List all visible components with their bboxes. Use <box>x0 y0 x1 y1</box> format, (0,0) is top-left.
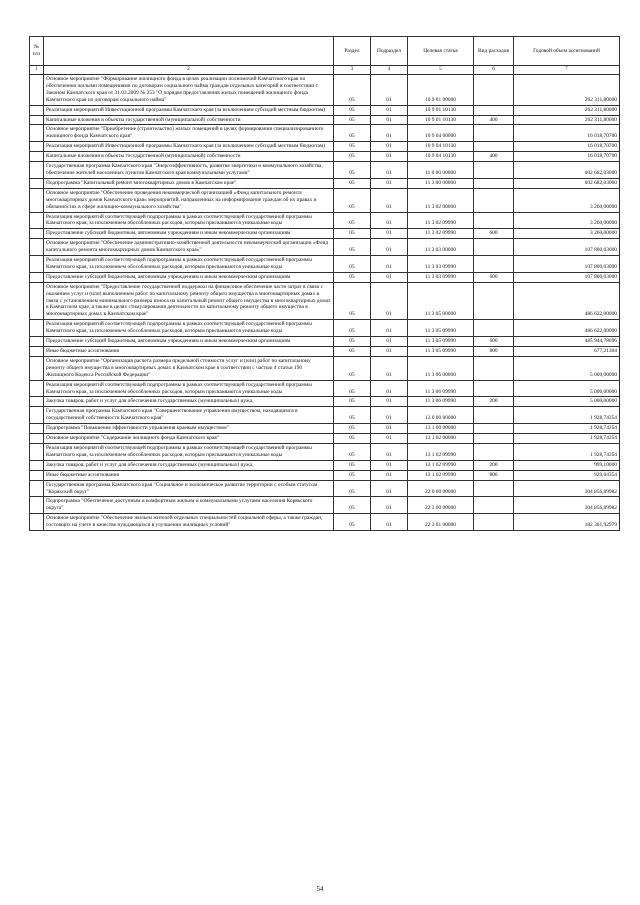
row-target-article-cell: 22 3 01 00000 <box>408 514 474 531</box>
row-number-cell <box>30 162 44 179</box>
row-target-article-cell: 10 9 04 00000 <box>408 125 474 142</box>
row-podrazdel-cell: 01 <box>371 434 408 444</box>
table-row <box>30 443 620 460</box>
row-target-article-cell: 13 1 02 09990 <box>408 470 474 480</box>
row-expense-type-cell <box>474 282 514 320</box>
row-number-cell <box>30 497 44 514</box>
row-podrazdel-cell: 01 <box>371 470 408 480</box>
row-razdel-cell: 05 <box>334 178 371 188</box>
table-row <box>30 272 620 282</box>
table-row <box>30 152 620 162</box>
row-expense-type-cell: 800 <box>474 470 514 480</box>
row-podrazdel-cell: 01 <box>371 256 408 273</box>
row-expense-type-cell <box>474 75 514 106</box>
row-target-article-cell: 11 3 03 09990 <box>408 272 474 282</box>
row-sum-cell: 3 260,00000 <box>514 229 620 239</box>
row-name-cell: Подпрограмма "Обеспечение доступным и комфортным жильем и коммунальными услугами населения Корякского округа" <box>44 497 334 514</box>
table-row <box>30 397 620 407</box>
row-podrazdel-cell: 01 <box>371 178 408 188</box>
row-name-cell: Реализация мероприятий Инвестиционной программы Камчатского края (за исключением субсидий местным бюджетам) <box>44 142 334 152</box>
table-row <box>30 380 620 397</box>
row-expense-type-cell <box>474 256 514 273</box>
row-razdel-cell: 05 <box>334 152 371 162</box>
row-target-article-cell: 13 1 00 00000 <box>408 424 474 434</box>
row-name-cell: Государственная программа Камчатского края "Социальное и экономическое развитие территории с особым статусом "Корякский округ" <box>44 480 334 497</box>
table-row <box>30 188 620 212</box>
row-target-article-cell: 22 3 00 00000 <box>408 497 474 514</box>
row-number-cell <box>30 152 44 162</box>
row-name-cell: Реализация мероприятий Инвестиционной программы Камчатского края (за исключением субсидий местным бюджетам) <box>44 105 334 115</box>
row-target-article-cell: 11 3 06 00000 <box>408 356 474 380</box>
row-number-cell <box>30 460 44 470</box>
row-name-cell: Основное мероприятие "Приобретение (строительство) жилых помещений в целях формирования специализированного жилищного фонда Камчатского края" <box>44 125 334 142</box>
row-expense-type-cell: 200 <box>474 397 514 407</box>
row-expense-type-cell <box>474 424 514 434</box>
row-expense-type-cell: 600 <box>474 229 514 239</box>
row-number-cell <box>30 75 44 106</box>
row-expense-type-cell <box>474 356 514 380</box>
row-sum-cell: 262 311,80000 <box>514 115 620 125</box>
row-sum-cell: 485 944,78696 <box>514 337 620 347</box>
row-number-cell <box>30 188 44 212</box>
budget-table <box>29 36 620 531</box>
row-expense-type-cell <box>474 480 514 497</box>
row-expense-type-cell <box>474 514 514 531</box>
row-expense-type-cell <box>474 497 514 514</box>
row-target-article-cell: 13 1 02 00000 <box>408 434 474 444</box>
row-number-cell <box>30 282 44 320</box>
table-row <box>30 282 620 320</box>
row-podrazdel-cell: 01 <box>371 239 408 256</box>
row-sum-cell: 107 800,03000 <box>514 239 620 256</box>
row-number-cell <box>30 470 44 480</box>
row-number-cell <box>30 434 44 444</box>
row-name-cell: Закупка товаров, работ и услуг для обеспечения государственных (муниципальных) нужд <box>44 397 334 407</box>
row-razdel-cell: 05 <box>334 514 371 531</box>
row-target-article-cell: 11 3 03 00000 <box>408 239 474 256</box>
row-target-article-cell: 11 3 06 09990 <box>408 380 474 397</box>
row-sum-cell: 262 311,80000 <box>514 75 620 106</box>
row-podrazdel-cell: 01 <box>371 142 408 152</box>
table-row <box>30 256 620 273</box>
row-sum-cell: 16 018,70700 <box>514 152 620 162</box>
row-number-cell <box>30 105 44 115</box>
row-sum-cell: 486 622,00000 <box>514 282 620 320</box>
row-number-cell <box>30 424 44 434</box>
row-razdel-cell: 05 <box>334 407 371 424</box>
col-num-7: 7 <box>514 66 620 75</box>
row-number-cell <box>30 347 44 357</box>
row-expense-type-cell <box>474 188 514 212</box>
row-number-cell <box>30 229 44 239</box>
row-expense-type-cell: 600 <box>474 337 514 347</box>
header-expense-type: Вид расходов <box>474 37 514 66</box>
row-name-cell: Предоставление субсидий бюджетным, автономным учреждениям и иным некоммерческим организациям <box>44 272 334 282</box>
header-name <box>44 37 334 66</box>
row-target-article-cell: 11 3 05 09990 <box>408 320 474 337</box>
row-sum-cell: 1 928,74354 <box>514 407 620 424</box>
table-row <box>30 320 620 337</box>
row-podrazdel-cell: 01 <box>371 188 408 212</box>
table-row <box>30 460 620 470</box>
row-expense-type-cell <box>474 443 514 460</box>
table-row <box>30 178 620 188</box>
row-name-cell: Подпрограмма "Повышение эффективности управления краевым имуществом" <box>44 424 334 434</box>
row-podrazdel-cell: 01 <box>371 480 408 497</box>
row-expense-type-cell: 800 <box>474 347 514 357</box>
table-row <box>30 356 620 380</box>
row-target-article-cell: 11 3 05 00000 <box>408 282 474 320</box>
row-podrazdel-cell: 01 <box>371 424 408 434</box>
row-razdel-cell: 05 <box>334 380 371 397</box>
row-name-cell: Капитальные вложения в объекты государственной (муниципальной) собственности <box>44 115 334 125</box>
row-razdel-cell: 05 <box>334 424 371 434</box>
row-name-cell: Основное мероприятие "Предоставление государственной поддержки на финансовое обеспечение части затрат в связи с оказанием услуг и (или) выполнением работ по капитальному ремонту общего имущества в многоквартирных домах в связи с установлением минимального размера взноса на капитальный ремонт общего имущества в многоквартирных домах в Камчатском крае, а также в целях стимулирования деятельности по капитальному ремонту общего имущества в многоквартирных домах в Камчатском крае" <box>44 282 334 320</box>
row-target-article-cell: 11 3 00 00000 <box>408 178 474 188</box>
row-number-cell <box>30 480 44 497</box>
row-name-cell: Иные бюджетные ассигнования <box>44 470 334 480</box>
row-target-article-cell: 11 3 03 09990 <box>408 256 474 273</box>
row-number-cell <box>30 443 44 460</box>
row-name-cell: Государственная программа Камчатского края "Энергоэффективность, развитие энергетики и коммунального хозяйства, обеспечение жителей населенных пунктов Камчатского края коммунальными услугами" <box>44 162 334 179</box>
row-expense-type-cell <box>474 407 514 424</box>
row-podrazdel-cell: 01 <box>371 125 408 142</box>
row-podrazdel-cell: 01 <box>371 497 408 514</box>
row-sum-cell: 304 856,89982 <box>514 497 620 514</box>
row-number-cell <box>30 407 44 424</box>
row-name-cell: Основное мероприятие "Содержание жилищного фонда Камчатского края" <box>44 434 334 444</box>
table-row <box>30 514 620 531</box>
row-expense-type-cell: 400 <box>474 152 514 162</box>
row-razdel-cell: 05 <box>334 239 371 256</box>
col-num-2: 2 <box>44 66 334 75</box>
row-sum-cell: 5 000,00000 <box>514 380 620 397</box>
row-name-cell: Основное мероприятие "Обеспечение проведения некоммерческой организацией «Фонд капитального ремонта многоквартирных домов Камчатского края» мероприятий, направленных на информирование граждан об их правах и обязанностях в сфере жилищно-коммунального хозяйства" <box>44 188 334 212</box>
table-row <box>30 337 620 347</box>
header-number: № п/п <box>30 37 44 66</box>
row-sum-cell: 304 856,89982 <box>514 480 620 497</box>
page-number: 54 <box>316 885 324 893</box>
row-razdel-cell: 05 <box>334 460 371 470</box>
table-row <box>30 212 620 229</box>
row-target-article-cell: 11 3 02 09990 <box>408 212 474 229</box>
row-podrazdel-cell: 01 <box>371 272 408 282</box>
row-podrazdel-cell: 01 <box>371 212 408 229</box>
row-podrazdel-cell: 01 <box>371 356 408 380</box>
row-razdel-cell: 05 <box>334 320 371 337</box>
row-expense-type-cell <box>474 142 514 152</box>
row-target-article-cell: 10 9 01 00000 <box>408 75 474 106</box>
row-podrazdel-cell: 01 <box>371 460 408 470</box>
row-razdel-cell: 05 <box>334 115 371 125</box>
row-target-article-cell: 10 9 04 10130 <box>408 152 474 162</box>
row-name-cell: Иные бюджетные ассигнования <box>44 347 334 357</box>
row-razdel-cell: 05 <box>334 142 371 152</box>
row-number-cell <box>30 514 44 531</box>
row-razdel-cell: 05 <box>334 75 371 106</box>
row-target-article-cell: 13 1 02 09990 <box>408 443 474 460</box>
row-expense-type-cell: 400 <box>474 115 514 125</box>
row-razdel-cell: 05 <box>334 434 371 444</box>
row-target-article-cell: 10 9 04 10130 <box>408 142 474 152</box>
table-row <box>30 105 620 115</box>
row-number-cell <box>30 337 44 347</box>
col-num-1: 1 <box>30 66 44 75</box>
row-razdel-cell: 05 <box>334 212 371 229</box>
row-sum-cell: 999,10000 <box>514 460 620 470</box>
row-razdel-cell: 05 <box>334 272 371 282</box>
row-number-cell <box>30 115 44 125</box>
row-podrazdel-cell: 01 <box>371 152 408 162</box>
row-name-cell: Основное мероприятие "Обеспечение административно-хозяйственной деятельности некоммерческой организации «Фонд капитального ремонта многоквартирных домов Камчатского края»" <box>44 239 334 256</box>
row-sum-cell: 16 018,70700 <box>514 125 620 142</box>
row-number-cell <box>30 356 44 380</box>
table-row <box>30 229 620 239</box>
row-target-article-cell: 13 1 02 09990 <box>408 460 474 470</box>
row-sum-cell: 5 000,00000 <box>514 356 620 380</box>
row-expense-type-cell: 200 <box>474 460 514 470</box>
row-razdel-cell: 05 <box>334 470 371 480</box>
row-podrazdel-cell: 01 <box>371 75 408 106</box>
row-razdel-cell: 05 <box>334 125 371 142</box>
row-number-cell <box>30 397 44 407</box>
row-podrazdel-cell: 01 <box>371 397 408 407</box>
row-razdel-cell: 05 <box>334 480 371 497</box>
row-sum-cell: 5 000,00000 <box>514 397 620 407</box>
row-expense-type-cell <box>474 239 514 256</box>
row-number-cell <box>30 142 44 152</box>
table-row <box>30 75 620 106</box>
row-podrazdel-cell: 01 <box>371 407 408 424</box>
row-name-cell: Предоставление субсидий бюджетным, автономным учреждениям и иным некоммерческим организациям <box>44 337 334 347</box>
table-row <box>30 142 620 152</box>
table-row <box>30 470 620 480</box>
table-row <box>30 497 620 514</box>
row-razdel-cell: 05 <box>334 188 371 212</box>
col-num-4: 4 <box>371 66 408 75</box>
row-target-article-cell: 11 3 06 09990 <box>408 397 474 407</box>
row-sum-cell: 929,64354 <box>514 470 620 480</box>
row-expense-type-cell <box>474 380 514 397</box>
row-number-cell <box>30 272 44 282</box>
row-number-cell <box>30 380 44 397</box>
row-sum-cell: 1 928,74354 <box>514 424 620 434</box>
table-row <box>30 407 620 424</box>
row-expense-type-cell <box>474 125 514 142</box>
row-target-article-cell: 10 9 01 10130 <box>408 105 474 115</box>
table-row <box>30 347 620 357</box>
header-target-article: Целевая статья <box>408 37 474 66</box>
row-sum-cell: 182 361,92979 <box>514 514 620 531</box>
row-razdel-cell: 05 <box>334 443 371 460</box>
row-expense-type-cell <box>474 162 514 179</box>
row-name-cell: Реализация мероприятий соответствующей подпрограммы в рамках соответствующей государственной программы Камчатского края, за исключением обособленных расходов, которым присваиваются уникальные коды <box>44 443 334 460</box>
row-target-article-cell: 11 3 02 09990 <box>408 229 474 239</box>
table-body <box>30 75 620 531</box>
row-sum-cell: 1 928,74354 <box>514 434 620 444</box>
row-name-cell: Закупка товаров, работ и услуг для обеспечения государственных (муниципальных) нужд <box>44 460 334 470</box>
row-podrazdel-cell: 01 <box>371 443 408 460</box>
row-razdel-cell: 05 <box>334 497 371 514</box>
row-name-cell: Реализация мероприятий соответствующей подпрограммы в рамках соответствующей государственной программы Камчатского края, за исключением обособленных расходов, которым присваиваются уникальные коды <box>44 320 334 337</box>
row-razdel-cell: 05 <box>334 256 371 273</box>
row-podrazdel-cell: 01 <box>371 229 408 239</box>
row-sum-cell: 1 928,74354 <box>514 443 620 460</box>
table-row <box>30 434 620 444</box>
row-razdel-cell: 05 <box>334 397 371 407</box>
row-sum-cell: 602 682,03000 <box>514 178 620 188</box>
row-name-cell: Реализация мероприятий соответствующей подпрограммы в рамках соответствующей государственной программы Камчатского края, за исключением обособленных расходов, которым присваиваются уникальные коды <box>44 380 334 397</box>
row-podrazdel-cell: 01 <box>371 105 408 115</box>
row-expense-type-cell <box>474 212 514 229</box>
row-name-cell: Основное мероприятие "Формирование жилищного фонда в целях реализации полномочий Камчатского края по обеспечению жилыми помещениями по договорам социального найма граждан отдельных категорий в соответствии с Законом Камчатского края от 31.03.2009 № 253 "О порядке предоставления жилых помещений жилищного фонда Камчатского края по договорам социального найма" <box>44 75 334 106</box>
row-number-cell <box>30 125 44 142</box>
row-number-cell <box>30 320 44 337</box>
row-sum-cell: 16 018,70700 <box>514 142 620 152</box>
row-number-cell <box>30 256 44 273</box>
row-sum-cell: 3 260,00000 <box>514 212 620 229</box>
row-podrazdel-cell: 01 <box>371 347 408 357</box>
row-podrazdel-cell: 01 <box>371 162 408 179</box>
row-razdel-cell: 05 <box>334 337 371 347</box>
col-num-5: 5 <box>408 66 474 75</box>
row-name-cell: Предоставление субсидий бюджетным, автономным учреждениям и иным некоммерческим организациям <box>44 229 334 239</box>
row-target-article-cell: 11 0 00 00000 <box>408 162 474 179</box>
col-num-6: 6 <box>474 66 514 75</box>
row-podrazdel-cell: 01 <box>371 514 408 531</box>
row-sum-cell: 107 800,03000 <box>514 256 620 273</box>
row-name-cell: Основное мероприятие "Обеспечение жильем жителей отдельных специальностей социальной сферы, а также граждан, состоящих на учете в качестве нуждающихся в улучшении жилищных условий" <box>44 514 334 531</box>
header-annual-volume: Годовой объем ассигнований <box>514 37 620 66</box>
row-expense-type-cell: 600 <box>474 272 514 282</box>
row-sum-cell: 602 682,03000 <box>514 162 620 179</box>
table-row <box>30 125 620 142</box>
row-number-cell <box>30 212 44 229</box>
row-expense-type-cell <box>474 178 514 188</box>
header-row <box>30 37 620 66</box>
row-sum-cell: 677,21304 <box>514 347 620 357</box>
row-podrazdel-cell: 01 <box>371 380 408 397</box>
row-sum-cell: 3 260,00000 <box>514 188 620 212</box>
row-target-article-cell: 22 0 00 00000 <box>408 480 474 497</box>
row-number-cell <box>30 239 44 256</box>
row-sum-cell: 262 311,80000 <box>514 105 620 115</box>
row-name-cell: Государственная программа Камчатского края "Совершенствование управления имуществом, находящимся в государственной собственности Камчатского края" <box>44 407 334 424</box>
row-expense-type-cell <box>474 105 514 115</box>
row-razdel-cell: 05 <box>334 356 371 380</box>
row-podrazdel-cell: 01 <box>371 115 408 125</box>
row-expense-type-cell <box>474 434 514 444</box>
row-name-cell: Реализация мероприятий соответствующей подпрограммы в рамках соответствующей государственной программы Камчатского края, за исключением обособленных расходов, которым присваиваются уникальные коды <box>44 212 334 229</box>
row-expense-type-cell <box>474 320 514 337</box>
row-name-cell: Подпрограмма "Капитальный ремонт многоквартирных домов в Камчатском крае" <box>44 178 334 188</box>
table-row <box>30 162 620 179</box>
row-target-article-cell: 10 9 01 10130 <box>408 115 474 125</box>
column-number-row <box>30 66 620 75</box>
row-name-cell: Реализация мероприятий соответствующей подпрограммы в рамках соответствующей государственной программы Камчатского края, за исключением обособленных расходов, которым присваиваются уникальные коды <box>44 256 334 273</box>
row-target-article-cell: 11 3 02 00000 <box>408 188 474 212</box>
row-target-article-cell: 11 3 05 09990 <box>408 347 474 357</box>
table-row <box>30 424 620 434</box>
row-target-article-cell: 11 3 05 09990 <box>408 337 474 347</box>
row-target-article-cell: 13 0 00 00000 <box>408 407 474 424</box>
row-number-cell <box>30 178 44 188</box>
row-razdel-cell: 05 <box>334 282 371 320</box>
row-razdel-cell: 05 <box>334 347 371 357</box>
row-podrazdel-cell: 01 <box>371 282 408 320</box>
header-razdel: Раздел <box>334 37 371 66</box>
row-razdel-cell: 05 <box>334 105 371 115</box>
header-podrazdel: Подраздел <box>371 37 408 66</box>
row-razdel-cell: 05 <box>334 229 371 239</box>
row-razdel-cell: 05 <box>334 162 371 179</box>
row-sum-cell: 486 622,00000 <box>514 320 620 337</box>
table-row <box>30 239 620 256</box>
row-sum-cell: 107 800,03000 <box>514 272 620 282</box>
row-podrazdel-cell: 01 <box>371 337 408 347</box>
table-row <box>30 115 620 125</box>
row-name-cell: Капитальные вложения в объекты государственной (муниципальной) собственности <box>44 152 334 162</box>
col-num-3: 3 <box>334 66 371 75</box>
row-name-cell: Основное мероприятие "Организация расчета размера предельной стоимости услуг и (или) работ по капитальному ремонту общего имущества в многоквартирных домах в Камчатском крае в соответствии с частью 4 статьи 190 Жилищного Кодекса Российской Федерации" <box>44 356 334 380</box>
table-row <box>30 480 620 497</box>
row-podrazdel-cell: 01 <box>371 320 408 337</box>
